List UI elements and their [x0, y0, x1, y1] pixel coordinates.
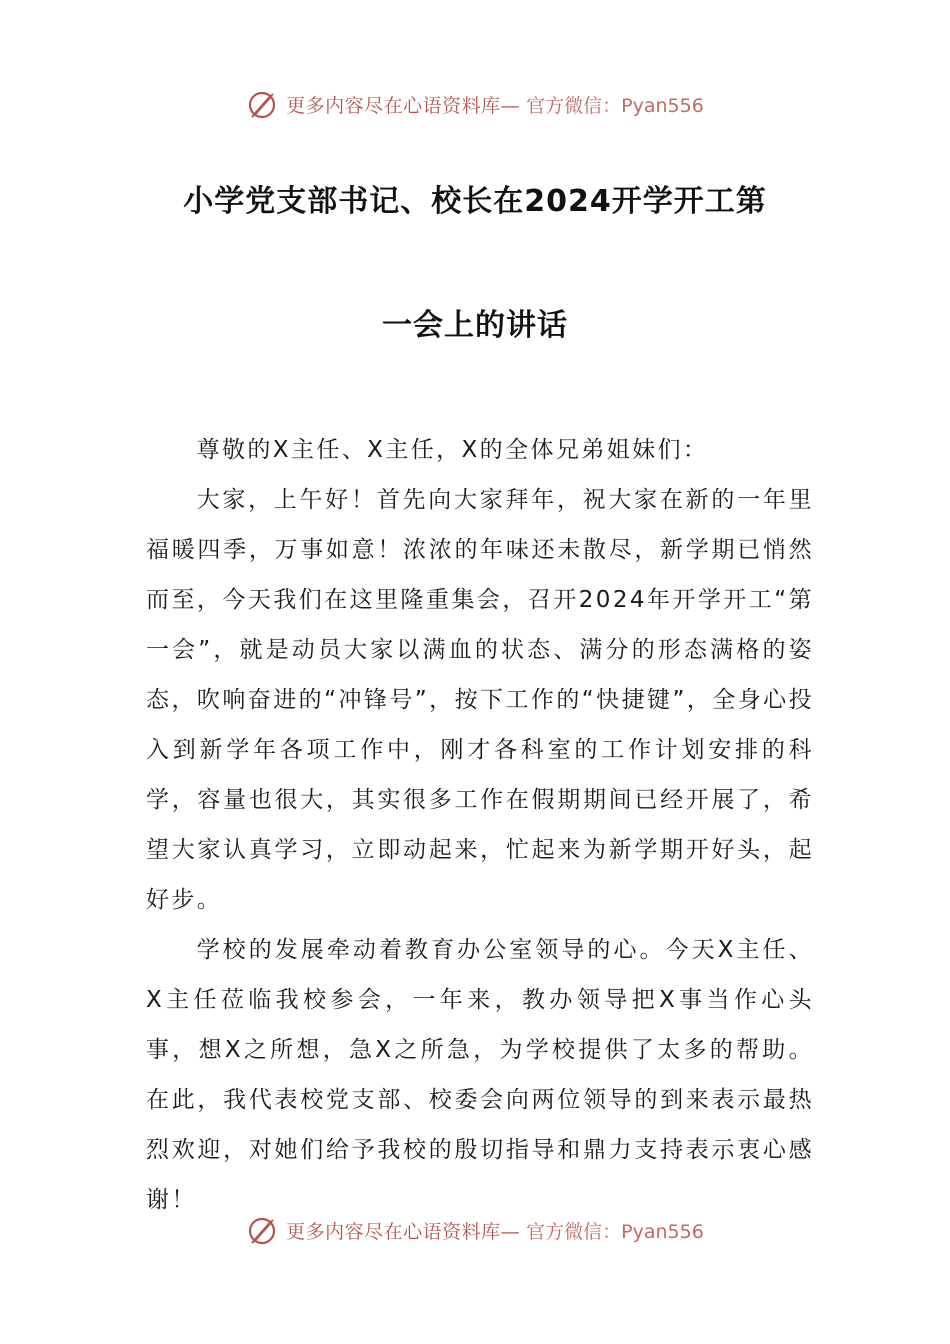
- header-banner: [0, 84, 950, 124]
- page-title-line2: 一会上的讲话: [382, 308, 568, 343]
- paragraph-salutation: 尊敬的X主任、X主任，X的全体兄弟姐妹们：: [196, 437, 709, 463]
- banner-brand-text: 更多内容尽在心语资料库—: [286, 94, 521, 117]
- page-title-line1: 小学党支部书记、校长在2024开学开工第: [183, 184, 767, 219]
- paragraph-greeting: 大家，上午好！首先向大家拜年，祝大家在新的一年里福暖四季，万事如意！浓浓的年味还未散尽，新学期已悄然而至，今天我们在这里隆重集会，召开2024年开学开工“第一会”，就是动员大家以满血的状态、满分的形态满格的姿态，吹响奋进的“冲锋号”，按下工作的“快捷键”，全身心投入到新学年各项工作中，刚才各科室的工作计划安排的科学，容量也很大，其实很多工作在假期期间已经开展了，希望大家认真学习，立即动起来，忙起来为新学期开好头，起好步。: [146, 487, 814, 913]
- paragraph-thanks: 学校的发展牵动着教育办公室领导的心。今天X主任、X主任莅临我校参会，一年来，教办领导把X事当作心头事，想X之所想，急X之所急，为学校提供了太多的帮助。在此，我代表校党支部、校委会向两位领导的到来表示最热烈欢迎，对她们给予我校的殷切指导和鼎力支持表示衷心感谢！: [146, 937, 814, 1213]
- speech-body: [146, 425, 814, 1225]
- banner-wechat-text: 官方微信：Pyan556: [526, 94, 704, 117]
- footer-brand-text: 更多内容尽在心语资料库—: [286, 1220, 521, 1243]
- quill-pen-logo-icon: [246, 1213, 280, 1247]
- footer-wechat-text: 官方微信：Pyan556: [526, 1220, 704, 1243]
- footer-banner: [0, 1210, 950, 1250]
- quill-pen-logo-icon: [246, 87, 280, 121]
